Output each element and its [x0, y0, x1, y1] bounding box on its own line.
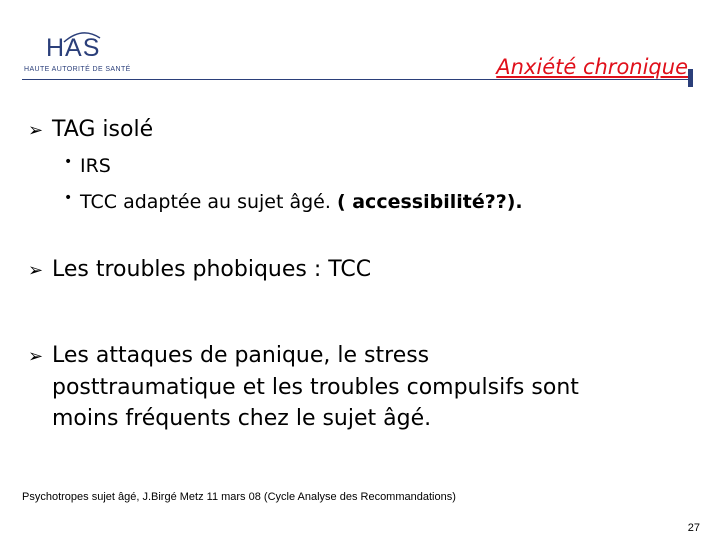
logo-subtitle: HAUTE AUTORITÉ DE SANTÉ — [24, 66, 131, 73]
list-item-text: IRS — [80, 155, 111, 177]
has-logo — [22, 30, 134, 76]
paragraph-line: posttraumatique et les troubles compulsifs sont — [52, 375, 579, 400]
arrow-bullet-icon: ➢ — [28, 260, 44, 281]
paragraph-line: moins fréquents chez le sujet âgé. — [52, 406, 432, 431]
header-divider-end — [688, 69, 693, 87]
list-item-emphasis: ( accessibilité??). — [336, 191, 523, 213]
section-heading: TAG isolé — [52, 117, 154, 142]
section-phobic — [28, 256, 371, 285]
arrow-bullet-icon: ➢ — [28, 346, 44, 367]
arrow-bullet-icon: ➢ — [28, 120, 44, 141]
list-item — [64, 186, 523, 214]
list-item — [64, 150, 111, 178]
dot-bullet-icon: • — [64, 190, 73, 206]
slide-title: Anxiété chronique — [496, 55, 688, 79]
section-heading: Les troubles phobiques : TCC — [52, 257, 372, 282]
section-panic — [28, 340, 579, 434]
list-item-text: TCC adaptée au sujet âgé. — [80, 191, 337, 213]
paragraph-line — [28, 340, 579, 372]
footer-citation: Psychotropes sujet âgé, J.Birgé Metz 11 mars 08 (Cycle Analyse des Recommandations) — [22, 491, 456, 503]
section-tag — [28, 116, 153, 145]
paragraph-text: Les attaques de panique, le stress — [52, 343, 430, 368]
logo-mark: HAS — [46, 34, 101, 62]
page-number: 27 — [687, 522, 700, 534]
header-divider — [22, 79, 688, 80]
dot-bullet-icon: • — [64, 154, 73, 170]
